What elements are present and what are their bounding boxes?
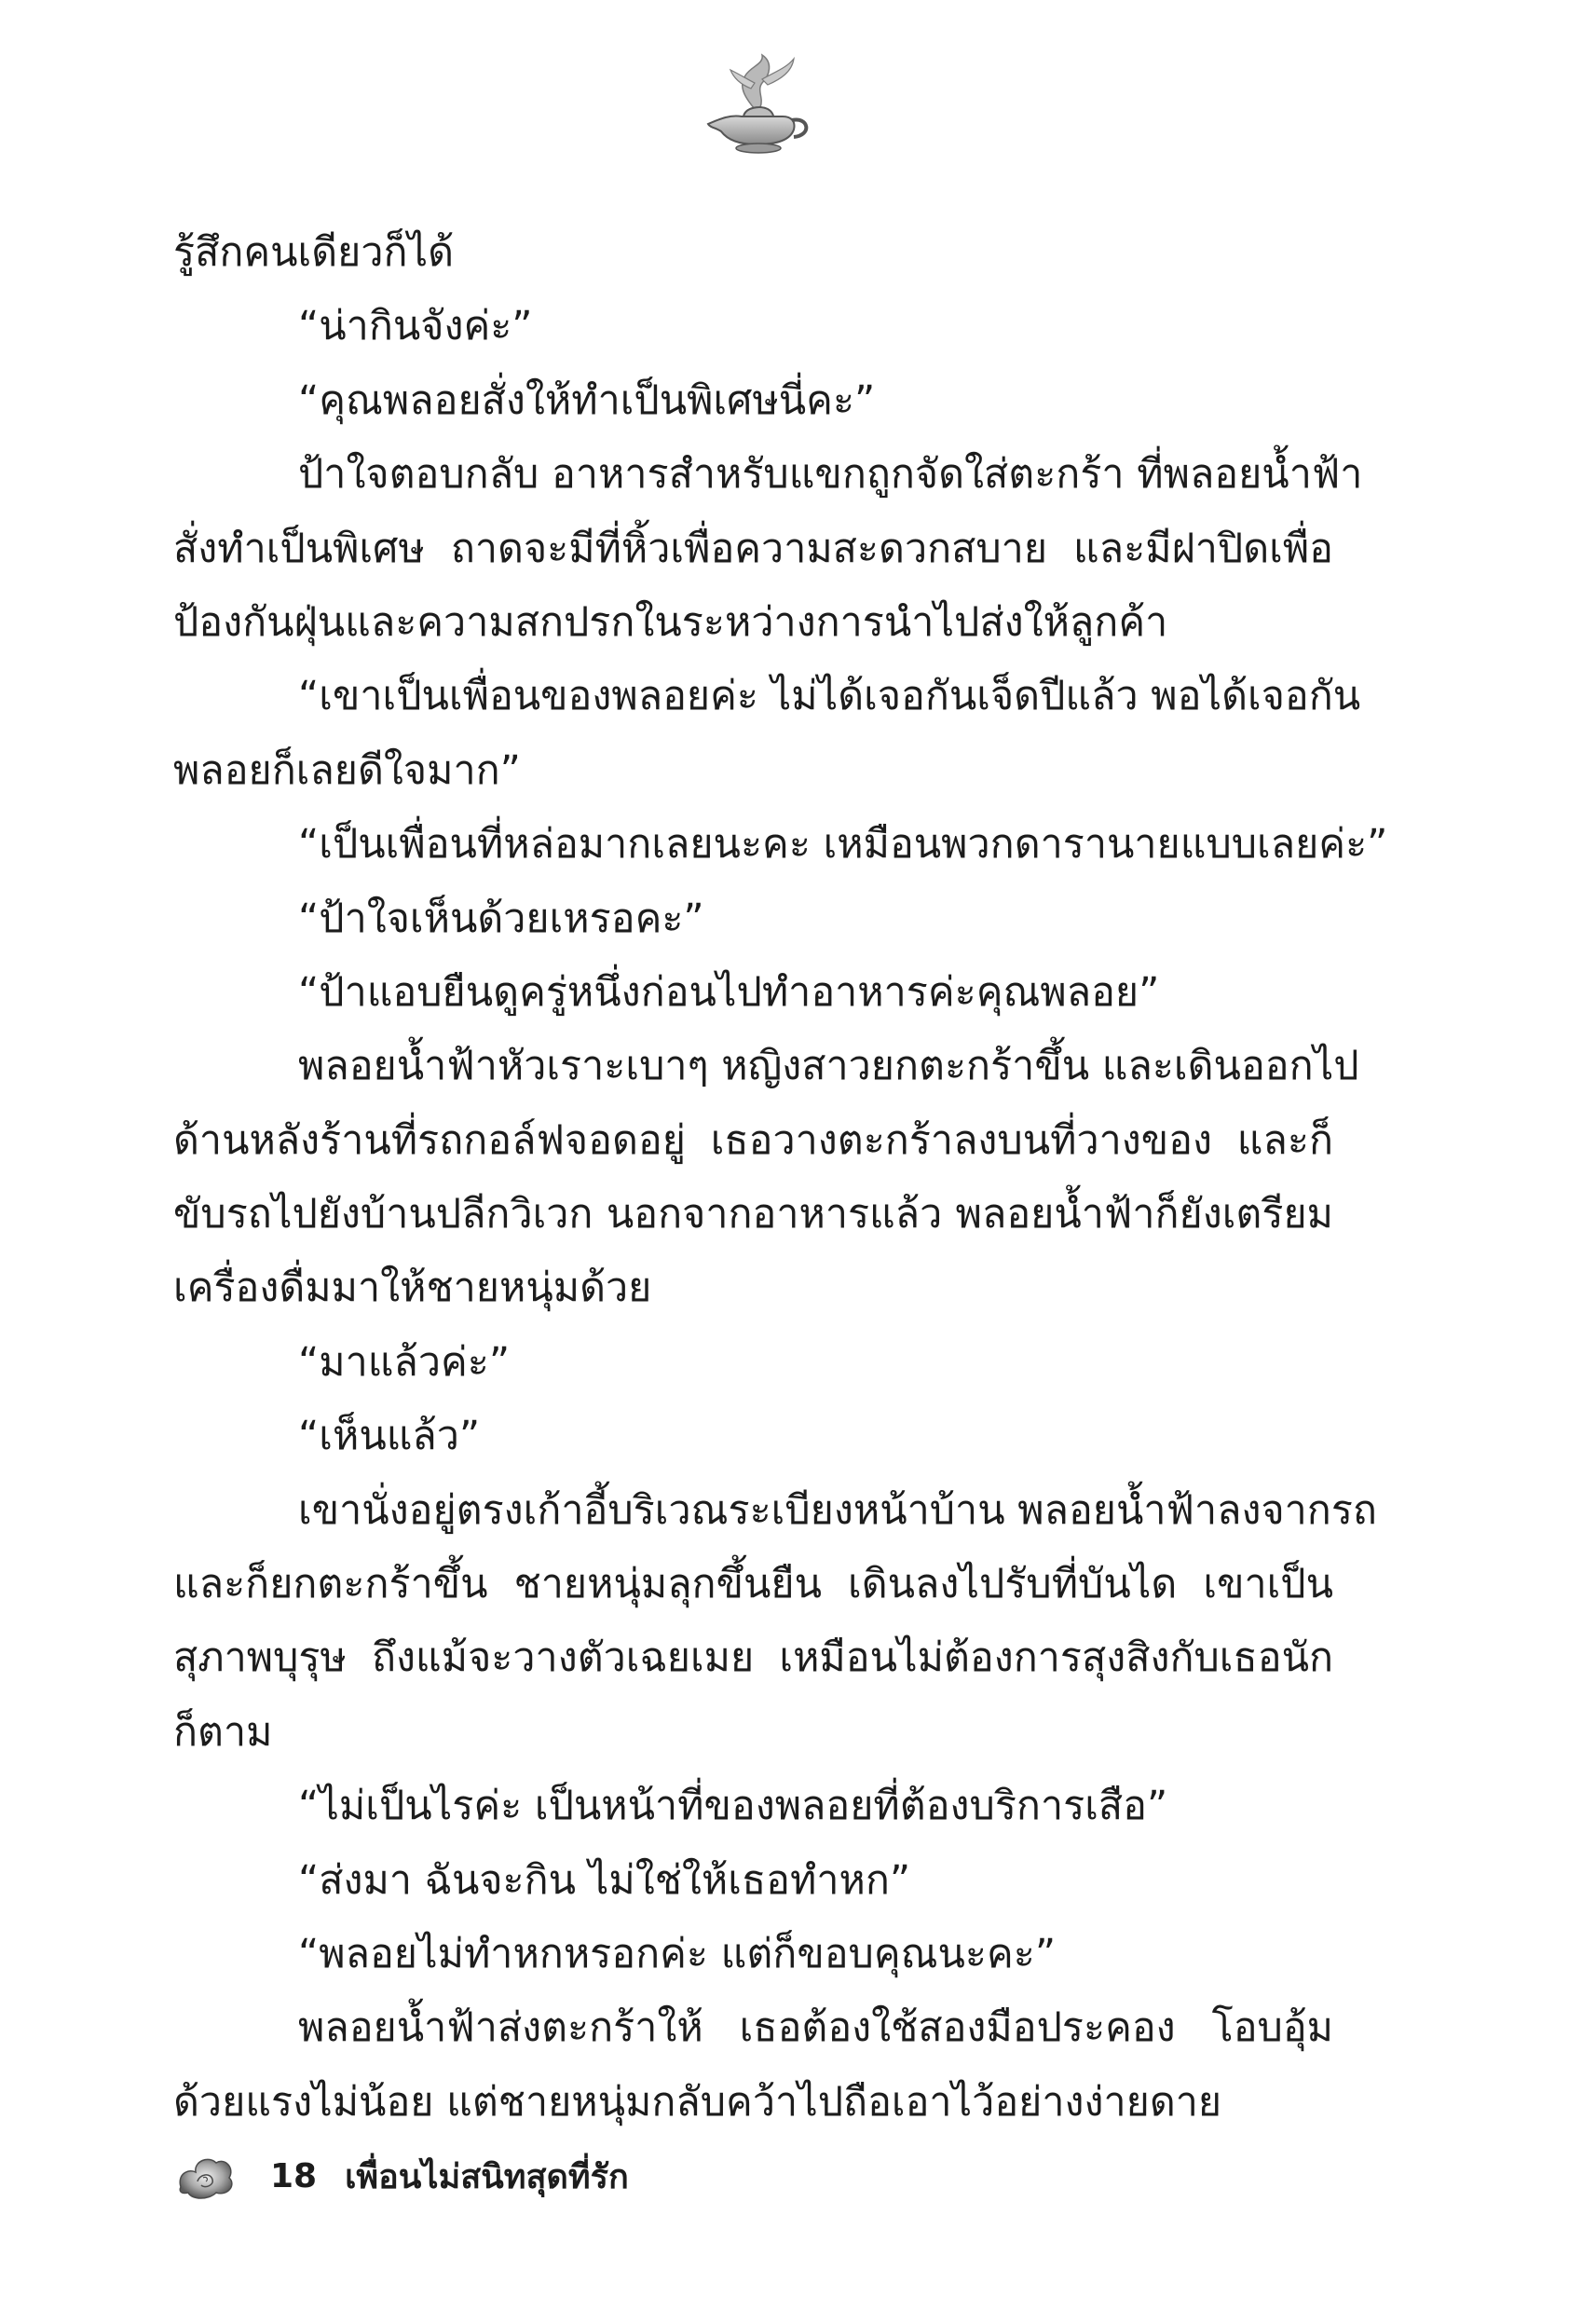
book-title: เพื่อนไม่สนิทสุดที่รัก [345, 2157, 629, 2196]
text-line: “พลอยไม่ทำหกหรอกค่ะ แต่ก็ขอบคุณนะคะ” [298, 1930, 1057, 1977]
rose-icon [175, 2150, 237, 2202]
text-line: “ส่งมา ฉันจะกิน ไม่ใช่ให้เธอทำหก” [298, 1856, 911, 1904]
genie-lamp-icon [689, 51, 820, 163]
text-line: “ไม่เป็นไรค่ะ เป็นหน้าที่ของพลอยที่ต้องบริการเสือ” [298, 1783, 1168, 1830]
text-line: พลอยน้ำฟ้าส่งตะกร้าให้ เธอต้องใช้สองมือประคอง โอบอุ้ม [298, 2004, 1333, 2052]
text-line: “ป้าแอบยืนดูครู่หนึ่งก่อนไปทำอาหารค่ะคุณพลอย” [298, 968, 1160, 1016]
page-number: 18 [270, 2156, 318, 2195]
text-line: พลอยก็เลยดีใจมาก” [173, 746, 521, 794]
page-footer [175, 2143, 629, 2208]
text-line: รู้สึกคนเดียวก็ได้ [173, 229, 455, 276]
text-line: เขานั่งอยู่ตรงเก้าอี้บริเวณระเบียงหน้าบ้าน พลอยน้ำฟ้าลงจากรถ [298, 1486, 1377, 1534]
text-line: และก็ยกตะกร้าขึ้น ชายหนุ่มลุกขึ้นยืน เดินลงไปรับที่บันได เขาเป็น [173, 1561, 1333, 1608]
text-line: “คุณพลอยสั่งให้ทำเป็นพิเศษนี่คะ” [298, 376, 876, 424]
text-line: ก็ตาม [173, 1708, 273, 1756]
text-line: สั่งทำเป็นพิเศษ ถาดจะมีที่หิ้วเพื่อความสะดวกสบาย และมีฝาปิดเพื่อ [173, 525, 1333, 572]
text-line: พลอยน้ำฟ้าหัวเราะเบาๆ หญิงสาวยกตะกร้าขึ้น และเดินออกไป [298, 1043, 1359, 1090]
page-body [173, 216, 1388, 2140]
text-line: “มาแล้วค่ะ” [298, 1338, 511, 1386]
text-line: “เห็นแล้ว” [298, 1413, 481, 1460]
text-line: “ป้าใจเห็นด้วยเหรอคะ” [298, 895, 704, 942]
text-line: ขับรถไปยังบ้านปลีกวิเวก นอกจากอาหารแล้ว พลอยน้ำฟ้าก็ยังเตรียม [173, 1191, 1333, 1238]
text-line: “เขาเป็นเพื่อนของพลอยค่ะ ไม่ได้เจอกันเจ็ดปีแล้ว พอได้เจอกัน [298, 673, 1361, 720]
text-line: ป้าใจตอบกลับ อาหารสำหรับแขกถูกจัดใส่ตะกร้า ที่พลอยน้ำฟ้า [298, 451, 1363, 499]
text-line: “น่ากินจังค่ะ” [298, 303, 533, 350]
text-line: ป้องกันฝุ่นและความสกปรกในระหว่างการนำไปส่งให้ลูกค้า [173, 598, 1168, 646]
text-line: ด้วยแรงไม่น้อย แต่ชายหนุ่มกลับคว้าไปถือเอาไว้อย่างง่ายดาย [173, 2078, 1222, 2126]
text-line: สุภาพบุรุษ ถึงแม้จะวางตัวเฉยเมย เหมือนไม่ต้องการสุงสิงกับเธอนัก [173, 1634, 1333, 1682]
text-line: ด้านหลังร้านที่รถกอล์ฟจอดอยู่ เธอวางตะกร้าลงบนที่วางของ และก็ [173, 1116, 1333, 1164]
text-line: เครื่องดื่มมาให้ชายหนุ่มด้วย [173, 1265, 652, 1312]
text-line: “เป็นเพื่อนที่หล่อมากเลยนะคะ เหมือนพวกดารานายแบบเลยค่ะ” [298, 821, 1388, 868]
